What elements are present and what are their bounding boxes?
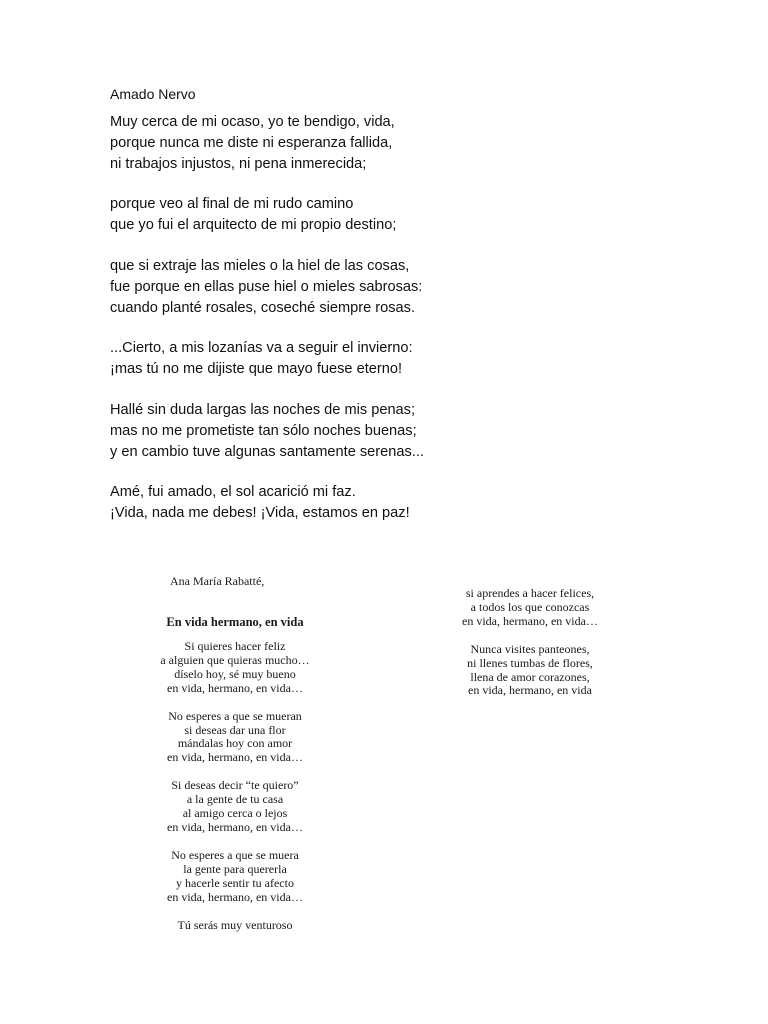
poem-rabatte-stanza: [420, 587, 640, 629]
poem-line: llena de amor corazones,: [470, 669, 590, 684]
poem-line: que si extraje las mieles o la hiel de las cosas,: [110, 257, 410, 274]
poem-line: si deseas dar una flor: [184, 722, 286, 737]
poem-line: ¡mas tú no me dijiste que mayo fuese eterno!: [110, 361, 403, 378]
poem-line: y hacerle sentir tu afecto: [176, 875, 294, 890]
poem-line: la gente para quererla: [183, 861, 287, 876]
poem-nervo-stanza: [110, 338, 730, 380]
poem-line: No esperes a que se mueran: [168, 708, 302, 723]
poem-line: cuando planté rosales, coseché siempre rosas.: [110, 299, 416, 316]
poem-line: en vida, hermano, en vida: [468, 683, 592, 698]
poem-line: Nunca visites panteones,: [470, 641, 590, 656]
poem-line: Muy cerca de mi ocaso, yo te bendigo, vida,: [110, 114, 395, 130]
poem-rabatte-stanza: [120, 640, 350, 696]
poem-rabatte-stanza: [120, 919, 350, 933]
poem-line: y en cambio tuve algunas santamente serenas...: [110, 443, 424, 460]
poem-nervo: [110, 86, 730, 544]
poem-line: a la gente de tu casa: [186, 792, 284, 807]
poem-line: si aprendes a hacer felices,: [465, 586, 595, 600]
poem-line: a alguien que quieras mucho…: [160, 652, 310, 667]
poem-rabatte-right-column: [420, 587, 640, 712]
poem-line: díselo hoy, sé muy bueno: [174, 666, 296, 681]
poem-line: fue porque en ellas puse hiel o mieles sabrosas:: [110, 278, 423, 295]
poem-rabatte-stanza: [120, 849, 350, 905]
poem-line: mándalas hoy con amor: [177, 736, 293, 751]
poem-line: ni trabajos injustos, ni pena inmerecida;: [110, 155, 367, 172]
poem-rabatte-left-column: [120, 574, 350, 946]
poem-rabatte-title: En vida hermano, en vida: [166, 615, 304, 629]
poem-line: en vida, hermano, en vida…: [167, 750, 303, 765]
poem-nervo-stanza: [110, 194, 730, 236]
poem-line: No esperes a que se muera: [171, 847, 299, 862]
poem-line: Tú serás muy venturoso: [177, 917, 293, 932]
poem-line: en vida, hermano, en vida…: [462, 613, 598, 628]
poem-line: en vida, hermano, en vida…: [167, 680, 303, 695]
poem-line: en vida, hermano, en vida…: [167, 889, 303, 904]
poem-rabatte-stanza: [120, 710, 350, 766]
poem-nervo-stanza: [110, 400, 730, 462]
poem-line: al amigo cerca o lejos: [182, 806, 288, 821]
poem-nervo-author: Amado Nervo: [110, 86, 196, 102]
poem-nervo-stanza: [110, 112, 730, 174]
poem-line: que yo fui el arquitecto de mi propio destino;: [110, 217, 397, 234]
poem-line: mas no me prometiste tan sólo noches buenas;: [110, 422, 417, 439]
poem-line: Si quieres hacer feliz: [184, 639, 286, 653]
poem-line: ...Cierto, a mis lozanías va a seguir el invierno:: [110, 340, 413, 357]
poem-rabatte-author: Ana María Rabatté,: [170, 574, 265, 588]
poem-line: ni llenes tumbas de flores,: [467, 655, 593, 670]
poem-nervo-stanza: [110, 256, 730, 318]
poem-rabatte-stanza: [420, 643, 640, 699]
poem-line: porque veo al final de mi rudo camino: [110, 196, 354, 213]
poem-line: Amé, fui amado, el sol acarició mi faz.: [110, 484, 356, 501]
poem-rabatte-stanza: [120, 779, 350, 835]
poem-line: Si deseas decir “te quiero”: [171, 778, 299, 793]
poem-line: porque nunca me diste ni esperanza fallida,: [110, 134, 393, 151]
poem-line: en vida, hermano, en vida…: [167, 819, 303, 834]
poem-line: ¡Vida, nada me debes! ¡Vida, estamos en paz!: [110, 505, 410, 522]
poem-line: a todos los que conozcas: [470, 599, 590, 614]
poem-nervo-stanza: [110, 482, 730, 524]
poem-line: Hallé sin duda largas las noches de mis penas;: [110, 401, 416, 418]
